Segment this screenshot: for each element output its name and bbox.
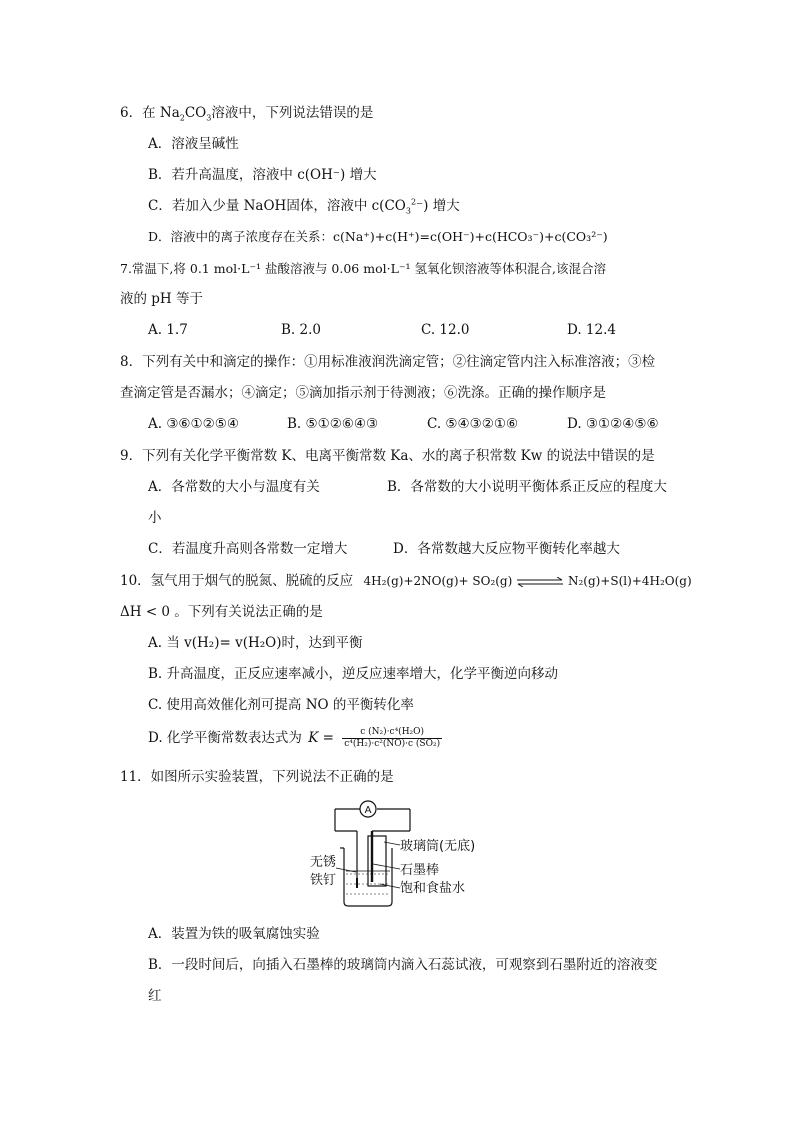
q8-stem-line1: 8．下列有关中和滴定的操作：①用标准液润洗滴定管；②往滴定管内注入标准溶液；③检 bbox=[120, 354, 656, 370]
q6-option-a: A．溶液呈碱性 bbox=[148, 136, 239, 152]
svg-text:玻璃筒(无底): 玻璃筒(无底) bbox=[400, 839, 476, 854]
q9-option-a: A．各常数的大小与温度有关 bbox=[148, 479, 320, 495]
fraction-denominator: c⁴(H₂)·c²(NO)·c (SO₂) bbox=[344, 739, 441, 749]
k-symbol: K = bbox=[308, 730, 334, 746]
q9-option-c: C．若温度升高则各常数一定增大 bbox=[148, 541, 348, 557]
q9-stem: 9．下列有关化学平衡常数 K、电离平衡常数 Ka、水的离子积常数 Kw 的说法中错误的是 bbox=[120, 448, 655, 464]
svg-text:无锈: 无锈 bbox=[310, 855, 337, 870]
fraction-numerator: c (N₂)·c⁴(H₂O) bbox=[342, 727, 442, 739]
svg-text:铁钉: 铁钉 bbox=[310, 873, 337, 888]
q10-option-a: A. 当 v(H₂)= v(H₂O)时，达到平衡 bbox=[148, 635, 363, 651]
equilibrium-constant-fraction bbox=[342, 727, 442, 750]
q11-option-b: B．一段时间后，向插入石墨棒的玻璃筒内滴入石蕊试液，可观察到石墨附近的溶液变 bbox=[148, 957, 658, 973]
q10-stem-line1: 10．氢气用于烟气的脱氮、脱硫的反应 4H₂(g)+2NO(g)+ SO₂(g) N₂(g)+S(l)+4H₂O(g) bbox=[120, 573, 692, 589]
q7-option-a: A. 1.7 bbox=[148, 322, 188, 338]
q8-option-d: D. ③①②④⑤⑥ bbox=[567, 416, 659, 432]
reversible-arrow-icon bbox=[516, 577, 564, 587]
q9-option-b: B．各常数的大小说明平衡体系正反应的程度大 bbox=[387, 479, 667, 495]
experiment-apparatus-figure bbox=[300, 796, 500, 912]
q7-stem-line2: 液的 pH 等于 bbox=[120, 291, 203, 307]
svg-text:石墨棒: 石墨棒 bbox=[400, 863, 440, 878]
reaction-equation: 4H₂(g)+2NO(g)+ SO₂(g) N₂(g)+S(l)+4H₂O(g) bbox=[363, 574, 692, 588]
q10-stem-line2: ΔH < 0 。下列有关说法正确的是 bbox=[120, 604, 323, 620]
q11-option-b-continued: 红 bbox=[148, 988, 162, 1004]
q8-option-a: A. ③⑥①②⑤④ bbox=[148, 416, 239, 432]
q10-option-b: B. 升高温度，正反应速率减小，逆反应速率增大，化学平衡逆向移动 bbox=[148, 666, 559, 682]
q8-option-b: B. ⑤①②⑥④③ bbox=[287, 416, 379, 432]
q11-stem: 11．如图所示实验装置，下列说法不正确的是 bbox=[120, 769, 394, 785]
q7-stem-line1: 7.常温下,将 0.1 mol·L⁻¹ 盐酸溶液与 0.06 mol·L⁻¹ 氢氧化钡溶液等体积混合,该混合溶 bbox=[120, 261, 606, 276]
q7-option-c: C. 12.0 bbox=[421, 322, 470, 338]
q10-option-c: C. 使用高效催化剂可提高 NO 的平衡转化率 bbox=[148, 697, 414, 713]
q10-option-d: D. 化学平衡常数表达式为 K = $\frac{\text{c (N₂)·c⁴(H₂O)}}{\text{c⁴(H₂)·c²(NO)·c (SO₂)}}$ bbox=[148, 727, 441, 749]
svg-text:饱和食盐水: 饱和食盐水 bbox=[400, 881, 466, 896]
q9-option-b-continued: 小 bbox=[148, 510, 162, 526]
q9-option-d: D．各常数越大反应物平衡转化率越大 bbox=[393, 541, 620, 557]
svg-text:A: A bbox=[364, 805, 372, 816]
q6-option-c: C．若加入少量 NaOH固体，溶液中 $c(CO_3^2^-)$ 增大 bbox=[148, 197, 460, 216]
q7-option-b: B. 2.0 bbox=[281, 322, 321, 338]
q6-option-d: D．溶液中的离子浓度存在关系：c(Na⁺)+c(H⁺)=c(OH⁻)+c(HCO₃⁻)+c(CO₃²⁻) bbox=[148, 229, 608, 244]
q11-option-a: A．装置为铁的吸氧腐蚀实验 bbox=[148, 926, 320, 942]
q8-stem-line2: 查滴定管是否漏水；④滴定；⑤滴加指示剂于待测液；⑥洗涤。正确的操作顺序是 bbox=[120, 385, 606, 401]
q6-option-b: B．若升高温度，溶液中 c(OH⁻) 增大 bbox=[148, 167, 377, 183]
q8-option-c: C. ⑤④③②①⑥ bbox=[427, 416, 519, 432]
q6-stem: 6．在 $Na_2CO_3$溶液中，下列说法错误的是 bbox=[120, 105, 374, 123]
glass-tube-icon bbox=[368, 836, 386, 886]
q7-option-d: D. 12.4 bbox=[567, 322, 616, 338]
